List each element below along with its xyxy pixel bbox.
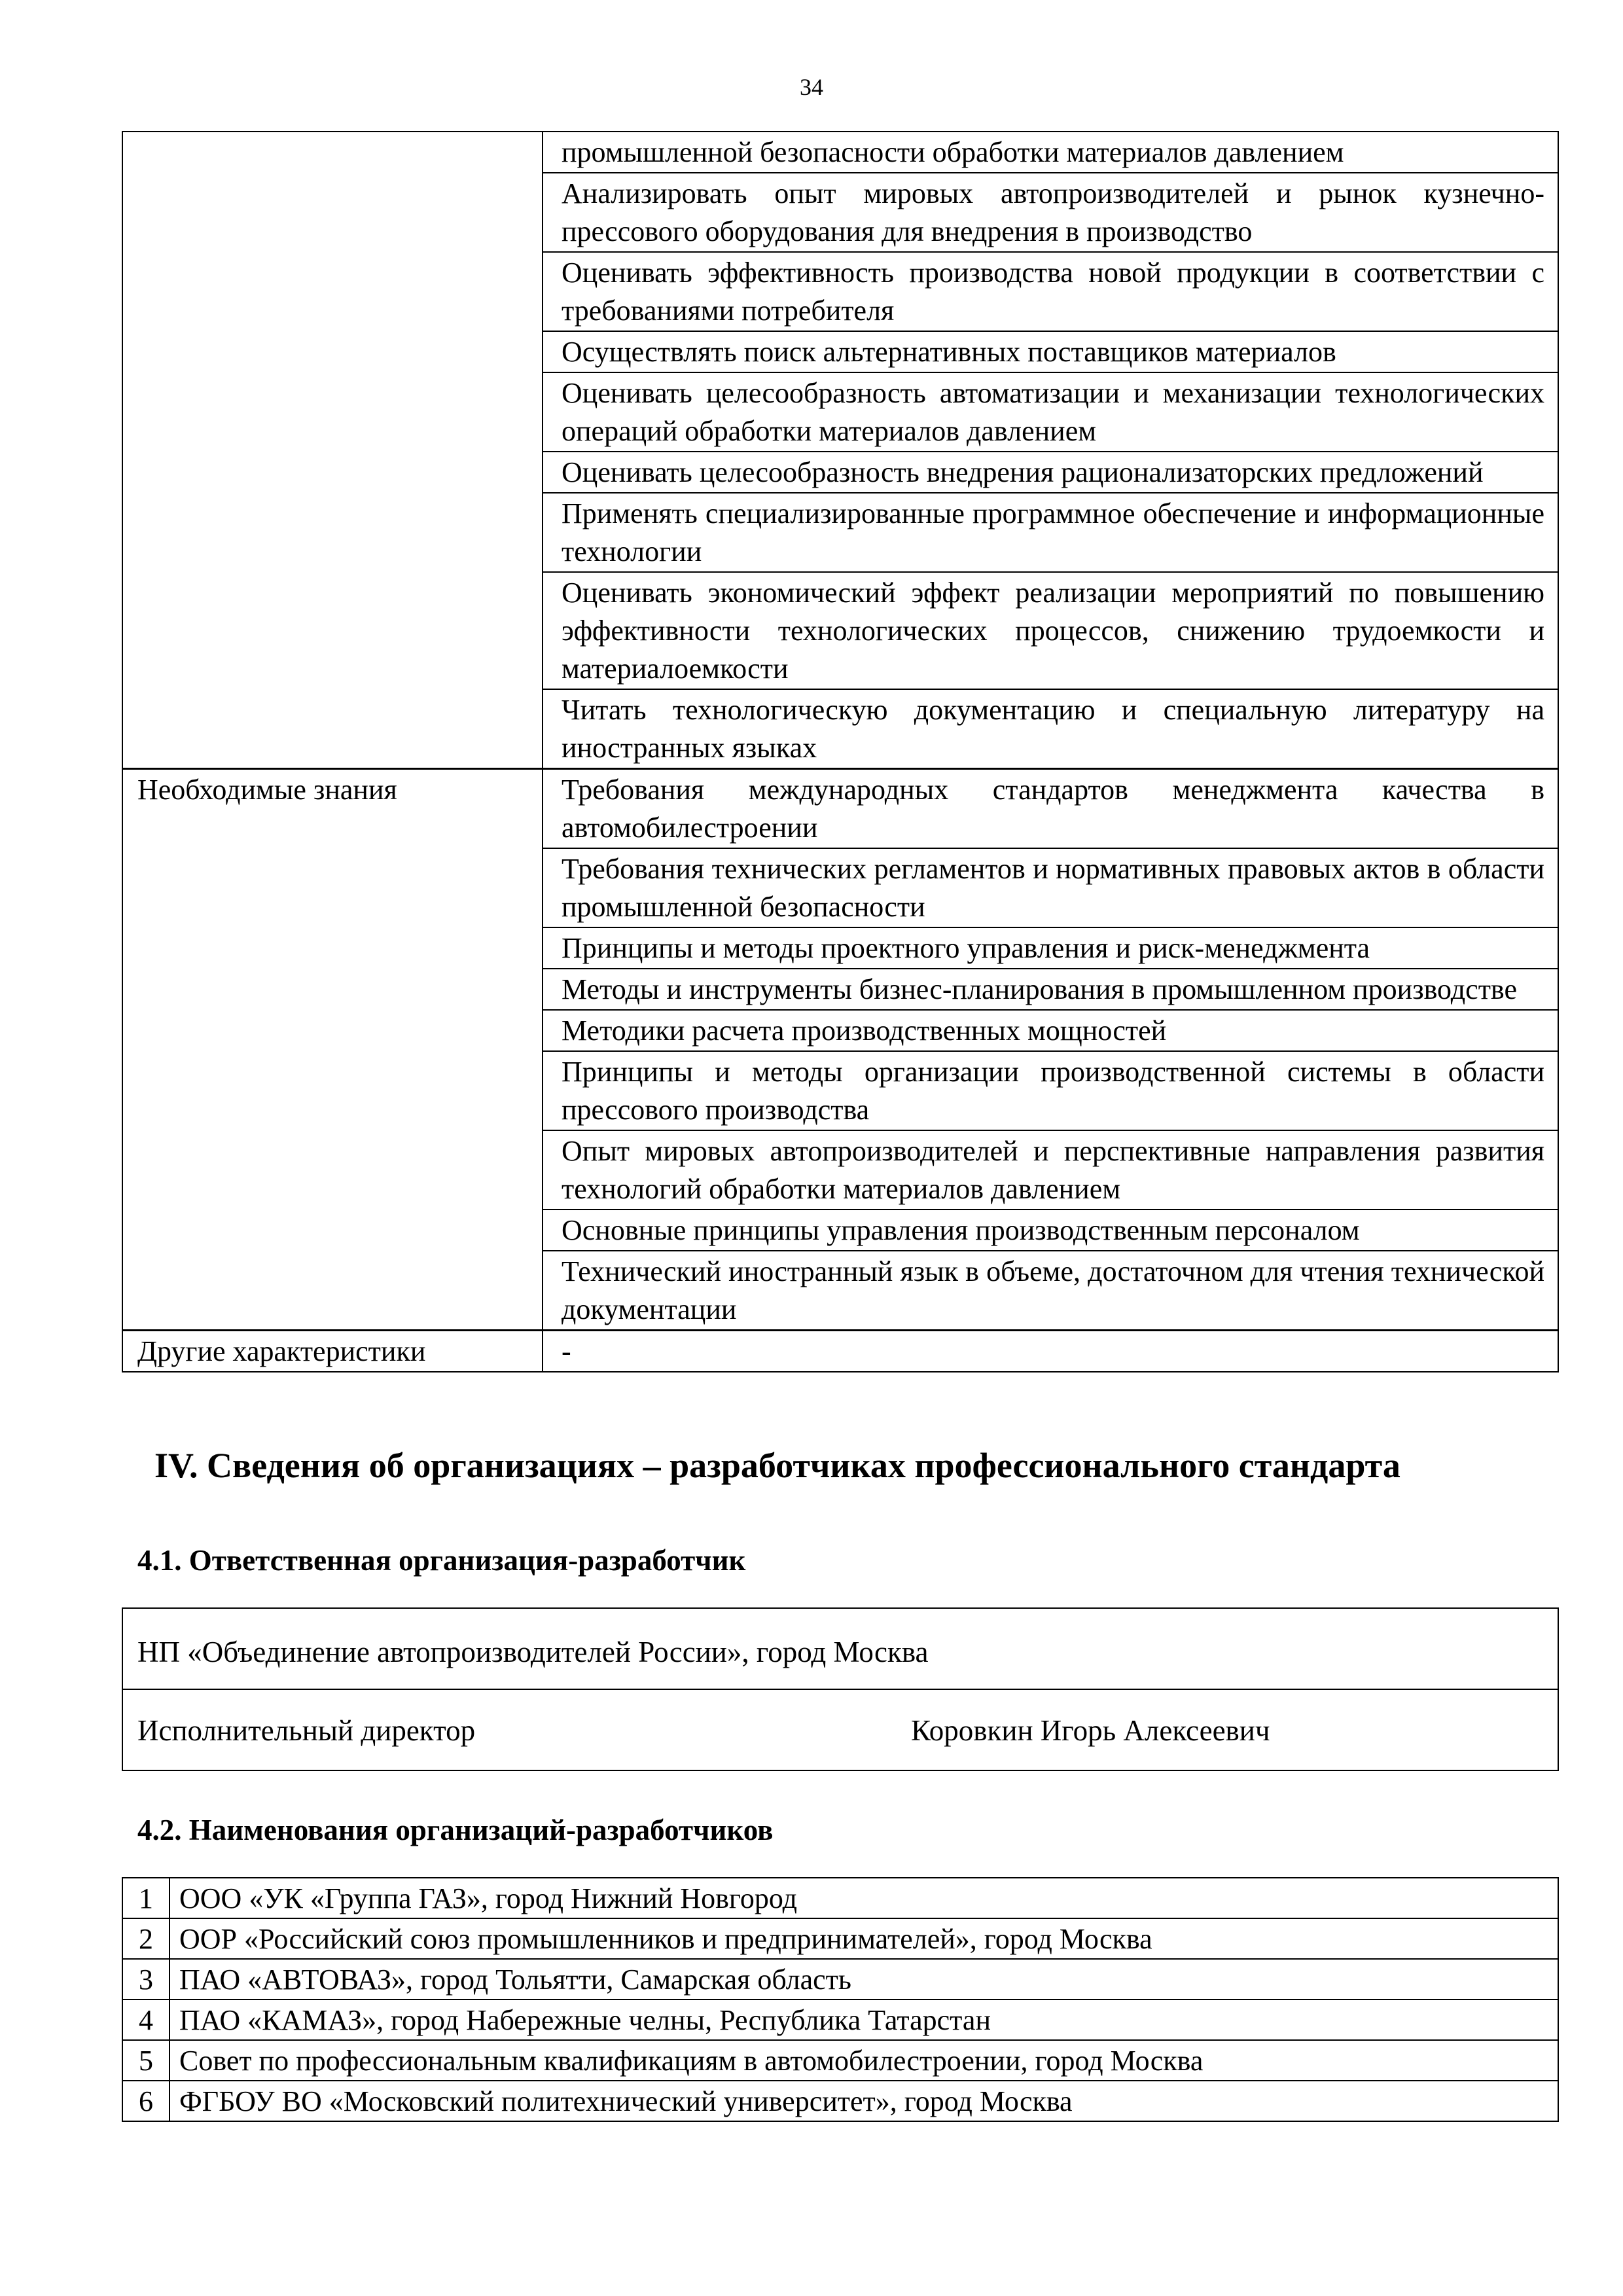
table-cell: Требования международных стандартов менеджмента качества в автомобилестроении — [543, 769, 1558, 849]
organization-cell: ООО «УК «Группа ГАЗ», город Нижний Новгород — [169, 1878, 1558, 1918]
table-cell: Требования технических регламентов и нормативных правовых актов в области промышленной безопасности — [543, 848, 1558, 927]
signatory-position: Исполнительный директор — [137, 1714, 476, 1747]
developer-organizations-table — [122, 1877, 1559, 2122]
organization-cell: ООР «Российский союз промышленников и предпринимателей», город Москва — [169, 1918, 1558, 1959]
organization-cell: ПАО «КАМАЗ», город Набережные челны, Республика Татарстан — [169, 2000, 1558, 2040]
table-cell: Анализировать опыт мировых автопроизводителей и рынок кузнечно-прессового оборудования для внедрения в производство — [543, 173, 1558, 252]
table-row — [122, 132, 1558, 173]
table-row — [122, 769, 1558, 849]
table-cell: Читать технологическую документацию и специальную литературу на иностранных языках — [543, 689, 1558, 769]
organization-cell: Совет по профессиональным квалификациям в автомобилестроении, город Москва — [169, 2040, 1558, 2081]
table-cell: Оценивать эффективность производства новой продукции в соответствии с требованиями потребителя — [543, 252, 1558, 331]
table-cell: Технический иностранный язык в объеме, достаточном для чтения технической документации — [543, 1251, 1558, 1331]
table-cell: промышленной безопасности обработки материалов давлением — [543, 132, 1558, 173]
table-cell: Оценивать целесообразность автоматизации и механизации технологических операций обработки материалов давлением — [543, 372, 1558, 452]
table-cell: Принципы и методы проектного управления и риск-менеджмента — [543, 927, 1558, 969]
table-cell: Оценивать экономический эффект реализации мероприятий по повышению эффективности технологических процессов, снижению трудоемкости и материалоемкости — [543, 572, 1558, 689]
table-cell: Применять специализированные программное обеспечение и информационные технологии — [543, 493, 1558, 572]
table-cell: Осуществлять поиск альтернативных поставщиков материалов — [543, 331, 1558, 372]
table-row — [122, 2000, 1558, 2040]
row-number: 3 — [122, 1959, 169, 2000]
organization-name: НП «Объединение автопроизводителей России», город Москва — [137, 1636, 929, 1668]
row-number: 5 — [122, 2040, 169, 2081]
row-number: 2 — [122, 1918, 169, 1959]
subsection-heading-responsible-org: 4.1. Ответственная организация-разработчик — [137, 1544, 746, 1577]
requirements-table — [122, 131, 1559, 1372]
table-row — [122, 2081, 1558, 2121]
page-number: 34 — [800, 74, 823, 100]
signatory-name: Коровкин Игорь Алексеевич — [911, 1714, 1270, 1747]
table-row — [122, 1331, 1558, 1372]
row-number: 4 — [122, 2000, 169, 2040]
row-label — [122, 132, 543, 769]
table-cell: Опыт мировых автопроизводителей и перспективные направления развития технологий обработки материалов давлением — [543, 1130, 1558, 1210]
table-cell: Методики расчета производственных мощностей — [543, 1010, 1558, 1051]
table-cell: - — [543, 1331, 1558, 1372]
responsible-organization-box — [122, 1607, 1559, 1771]
section-heading: IV. Сведения об организациях – разработчиках профессионального стандарта — [154, 1446, 1400, 1485]
row-number: 1 — [122, 1878, 169, 1918]
table-row — [122, 1878, 1558, 1918]
table-cell: Основные принципы управления производственным персоналом — [543, 1210, 1558, 1251]
row-label-other-characteristics: Другие характеристики — [122, 1331, 543, 1372]
table-cell: Принципы и методы организации производственной системы в области прессового производства — [543, 1051, 1558, 1130]
subsection-heading-developer-orgs: 4.2. Наименования организаций-разработчиков — [137, 1814, 774, 1846]
table-cell: Оценивать целесообразность внедрения рационализаторских предложений — [543, 452, 1558, 493]
table-cell: Методы и инструменты бизнес-планирования в промышленном производстве — [543, 969, 1558, 1010]
row-number: 6 — [122, 2081, 169, 2121]
organization-cell: ФГБОУ ВО «Московский политехнический университет», город Москва — [169, 2081, 1558, 2121]
divider — [123, 1689, 1558, 1690]
table-row — [122, 1959, 1558, 2000]
table-row — [122, 1918, 1558, 1959]
table-row — [122, 2040, 1558, 2081]
organization-cell: ПАО «АВТОВАЗ», город Тольятти, Самарская область — [169, 1959, 1558, 2000]
row-label-required-knowledge: Необходимые знания — [122, 769, 543, 1331]
